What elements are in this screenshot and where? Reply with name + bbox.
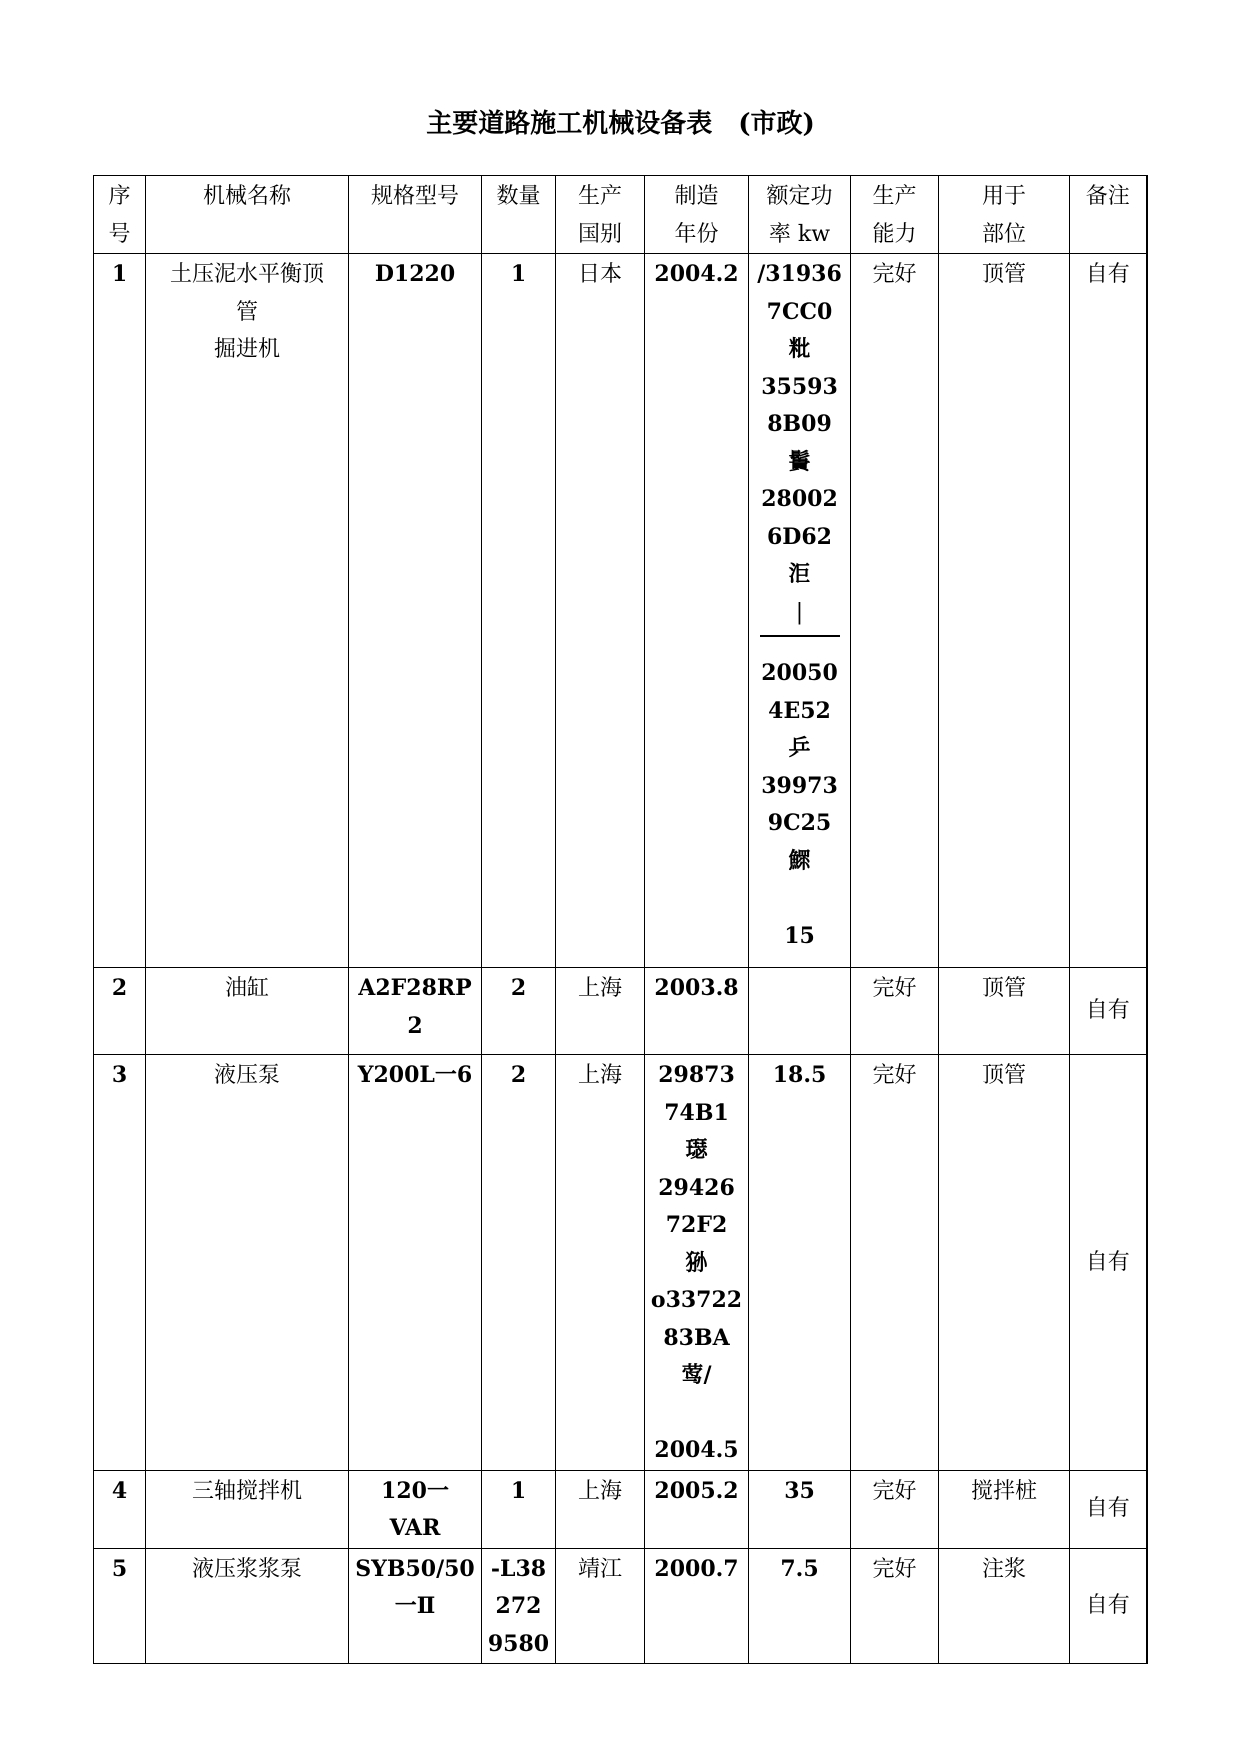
header-cell-capacity: 生产 能力 [851, 176, 939, 254]
cell-note: 自有 [1070, 1470, 1147, 1548]
cell-power [749, 968, 851, 1055]
cell-power: 18.5 [749, 1055, 851, 1471]
cell-country: 靖江 [556, 1548, 645, 1664]
table-row [94, 968, 1147, 1055]
cell-capacity: 完好 [851, 254, 939, 968]
table-row [94, 1548, 1147, 1664]
header-cell-model: 规格型号 [349, 176, 482, 254]
cell-name: 油缸 [146, 968, 349, 1055]
cell-model: A2F28RP 2 [349, 968, 482, 1055]
cell-name: 液压浆浆泵 [146, 1548, 349, 1664]
cell-capacity: 完好 [851, 1548, 939, 1664]
header-cell-country: 生产 国别 [556, 176, 645, 254]
header-cell-power: 额定功 率 kw [749, 176, 851, 254]
table-row [94, 1470, 1147, 1548]
cell-year: 2005.2 [645, 1470, 749, 1548]
cell-model: D1220 [349, 254, 482, 968]
cell-model: Y200L一6 [349, 1055, 482, 1471]
cell-use: 顶管 [939, 254, 1070, 968]
table-header-row [94, 176, 1147, 254]
cell-year: 2000.7 [645, 1548, 749, 1664]
table-row [94, 1055, 1147, 1471]
cell-country: 上海 [556, 1470, 645, 1548]
cell-use: 搅拌桩 [939, 1470, 1070, 1548]
cell-use: 顶管 [939, 968, 1070, 1055]
cell-country: 上海 [556, 1055, 645, 1471]
table-row [94, 254, 1147, 968]
cell-name: 土压泥水平衡顶 管 掘进机 [146, 254, 349, 968]
cell-country: 上海 [556, 968, 645, 1055]
header-cell-no: 序 号 [94, 176, 146, 254]
cell-use: 注浆 [939, 1548, 1070, 1664]
cell-capacity: 完好 [851, 1470, 939, 1548]
header-cell-name: 机械名称 [146, 176, 349, 254]
cell-qty: 2 [482, 1055, 556, 1471]
cell-divider-line [760, 635, 840, 637]
cell-note: 自有 [1070, 1055, 1147, 1471]
cell-no: 2 [94, 968, 146, 1055]
header-cell-use: 用于 部位 [939, 176, 1070, 254]
cell-model: SYB50/50 一Ⅱ [349, 1548, 482, 1664]
cell-year: 2004.2 [645, 254, 749, 968]
cell-capacity: 完好 [851, 968, 939, 1055]
title-suffix: (市政) [738, 109, 815, 139]
cell-no: 1 [94, 254, 146, 968]
cell-no: 5 [94, 1548, 146, 1664]
cell-qty: 1 [482, 1470, 556, 1548]
cell-no: 4 [94, 1470, 146, 1548]
cell-name: 液压泵 [146, 1055, 349, 1471]
cell-year: 2003.8 [645, 968, 749, 1055]
cell-power: /31936 7CC0 粃 35593 8B09 䰎 28002 6D62 洰 | 20050 4E52 乒 39973 9C25 鰥 15 [749, 254, 851, 968]
cell-country: 日本 [556, 254, 645, 968]
cell-capacity: 完好 [851, 1055, 939, 1471]
cell-use: 顶管 [939, 1055, 1070, 1471]
cell-power: 7.5 [749, 1548, 851, 1664]
cell-no: 3 [94, 1055, 146, 1471]
cell-note: 自有 [1070, 1548, 1147, 1664]
cell-name: 三轴搅拌机 [146, 1470, 349, 1548]
equipment-table [93, 175, 1148, 1664]
cell-model: 120一 VAR [349, 1470, 482, 1548]
cell-qty: 1 [482, 254, 556, 968]
cell-year: 29873 74B1 璱 29426 72F2 狲 o33722 83BA 莺/ 2004.5 [645, 1055, 749, 1471]
cell-note: 自有 [1070, 254, 1147, 968]
header-cell-qty: 数量 [482, 176, 556, 254]
page-title [0, 103, 1241, 140]
cell-power: 35 [749, 1470, 851, 1548]
cell-qty: -L38 272 9580 [482, 1548, 556, 1664]
cell-note: 自有 [1070, 968, 1147, 1055]
title-main: 主要道路施工机械设备表 [426, 109, 713, 139]
header-cell-year: 制造 年份 [645, 176, 749, 254]
header-cell-note: 备注 [1070, 176, 1147, 254]
cell-qty: 2 [482, 968, 556, 1055]
